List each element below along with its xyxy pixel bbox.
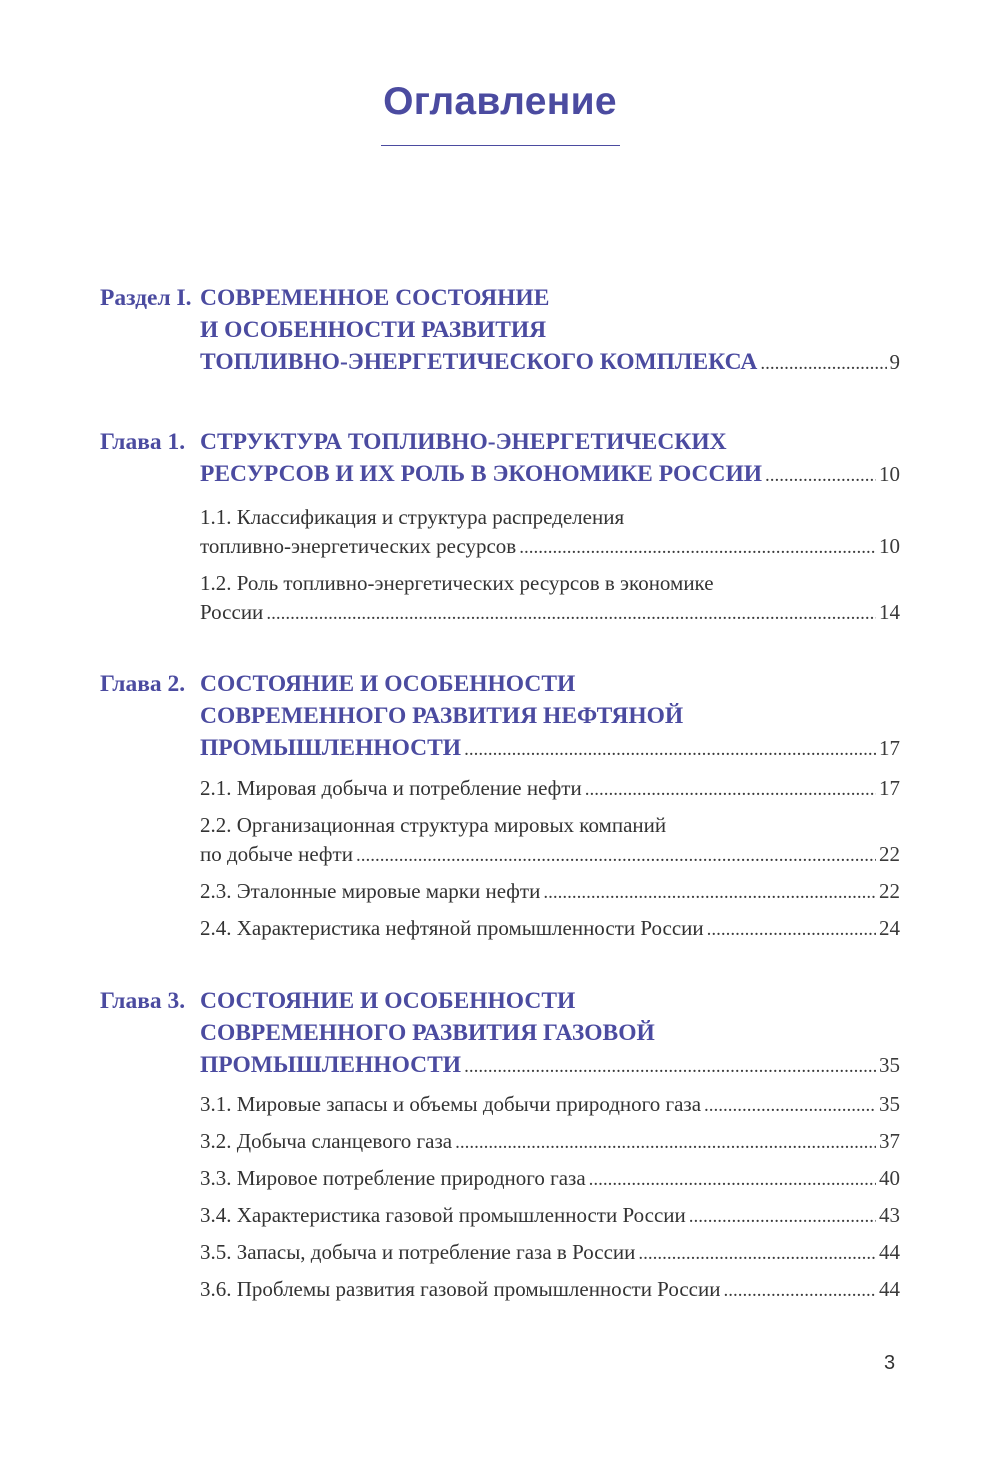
item-title-line: 3.6. Проблемы развития газовой промышленности России [200, 1277, 721, 1301]
toc-item-3-2[interactable] [200, 1127, 900, 1157]
toc-item-3-3[interactable] [200, 1164, 900, 1194]
dot-leader [464, 1051, 876, 1083]
toc-item-1-2[interactable] [200, 569, 900, 628]
item-page: 37 [879, 1129, 900, 1153]
item-title-line: 3.4. Характеристика газовой промышленности России [200, 1203, 686, 1227]
dot-leader [585, 775, 876, 804]
dot-leader [689, 1202, 876, 1231]
toc-item-3-5[interactable] [200, 1238, 900, 1268]
toc-item-1-1[interactable] [200, 503, 900, 562]
item-page: 17 [879, 776, 900, 800]
chapter-label: Глава 2. [100, 671, 186, 697]
item-page: 43 [879, 1203, 900, 1227]
item-page: 44 [879, 1277, 900, 1301]
chapter-label: Глава 3. [100, 988, 186, 1014]
section-title-line: И ОСОБЕННОСТИ РАЗВИТИЯ [200, 317, 547, 343]
item-page: 35 [879, 1092, 900, 1116]
chapter-heading [100, 985, 900, 1083]
item-page: 10 [879, 534, 900, 558]
chapter-page: 10 [879, 462, 900, 486]
chapter-title-line: ПРОМЫШЛЕННОСТИ [200, 1052, 462, 1078]
chapter-title-line: СТРУКТУРА ТОПЛИВНО-ЭНЕРГЕТИЧЕСКИХ [200, 429, 727, 455]
item-page: 22 [879, 879, 900, 903]
item-title-line: 3.1. Мировые запасы и объемы добычи природного газа [200, 1092, 702, 1116]
dot-leader [760, 348, 886, 380]
dot-leader [356, 841, 876, 870]
section-label: Раздел I. [100, 285, 192, 311]
toc-item-2-2[interactable] [200, 811, 900, 870]
item-title-line: по добыче нефти [200, 842, 353, 866]
chapter-label: Глава 1. [100, 429, 186, 455]
dot-leader [765, 460, 876, 492]
item-title-line: 1.1. Классификация и структура распределения [200, 505, 625, 529]
toc-item-3-4[interactable] [200, 1201, 900, 1231]
dot-leader [519, 533, 876, 562]
item-page: 44 [879, 1240, 900, 1264]
item-title-line: 2.1. Мировая добыча и потребление нефти [200, 776, 582, 800]
item-title-line: 3.2. Добыча сланцевого газа [200, 1129, 453, 1153]
item-title-line: 3.5. Запасы, добыча и потребление газа в России [200, 1240, 636, 1264]
page-title: Оглавление [383, 80, 617, 123]
section-title-line: ТОПЛИВНО-ЭНЕРГЕТИЧЕСКОГО КОМПЛЕКСА [200, 349, 758, 375]
dot-leader [543, 878, 876, 907]
item-page: 24 [879, 916, 900, 940]
dot-leader [589, 1165, 876, 1194]
item-page: 14 [879, 600, 900, 624]
toc-item-3-6[interactable] [200, 1275, 900, 1305]
dot-leader [266, 599, 876, 628]
dot-leader [704, 1091, 876, 1120]
chapter-title-line: СОСТОЯНИЕ И ОСОБЕННОСТИ [200, 988, 576, 1014]
dot-leader [723, 1276, 876, 1305]
toc-section-1[interactable] [100, 282, 900, 380]
chapter-page: 35 [879, 1053, 900, 1077]
item-title-line: 2.3. Эталонные мировые марки нефти [200, 879, 541, 903]
dot-leader [464, 734, 876, 766]
toc-item-2-4[interactable] [200, 914, 900, 944]
chapter-title-line: СОВРЕМЕННОГО РАЗВИТИЯ НЕФТЯНОЙ [200, 703, 684, 729]
chapter-title-line: СОВРЕМЕННОГО РАЗВИТИЯ ГАЗОВОЙ [200, 1020, 655, 1046]
item-title-line: топливно-энергетических ресурсов [200, 534, 517, 558]
title-underline [381, 145, 620, 146]
section-title-line: СОВРЕМЕННОЕ СОСТОЯНИЕ [200, 285, 550, 311]
item-title-line: России [200, 600, 264, 624]
item-title-line: 2.2. Организационная структура мировых компаний [200, 813, 667, 837]
dot-leader [455, 1128, 876, 1157]
section-page: 9 [889, 350, 900, 374]
toc-item-2-3[interactable] [200, 877, 900, 907]
dot-leader [638, 1239, 876, 1268]
toc-chapter-3[interactable] [100, 985, 900, 1083]
page-number: 3 [884, 1352, 896, 1374]
item-page: 22 [879, 842, 900, 866]
item-title-line: 3.3. Мировое потребление природного газа [200, 1166, 586, 1190]
chapter-title-line: РЕСУРСОВ И ИХ РОЛЬ В ЭКОНОМИКЕ РОССИИ [200, 461, 763, 487]
chapter-heading [100, 426, 900, 492]
item-page: 40 [879, 1166, 900, 1190]
toc-item-2-1[interactable] [200, 774, 900, 804]
toc-item-3-1[interactable] [200, 1090, 900, 1120]
toc-chapter-1[interactable] [100, 426, 900, 492]
chapter-page: 17 [879, 736, 900, 760]
dot-leader [707, 915, 876, 944]
item-title-line: 1.2. Роль топливно-энергетических ресурсов в экономике [200, 571, 714, 595]
toc-chapter-2[interactable] [100, 668, 900, 766]
chapter-title-line: ПРОМЫШЛЕННОСТИ [200, 735, 462, 761]
section-heading [100, 282, 900, 380]
item-title-line: 2.4. Характеристика нефтяной промышленности России [200, 916, 704, 940]
chapter-heading [100, 668, 900, 766]
chapter-title-line: СОСТОЯНИЕ И ОСОБЕННОСТИ [200, 671, 576, 697]
